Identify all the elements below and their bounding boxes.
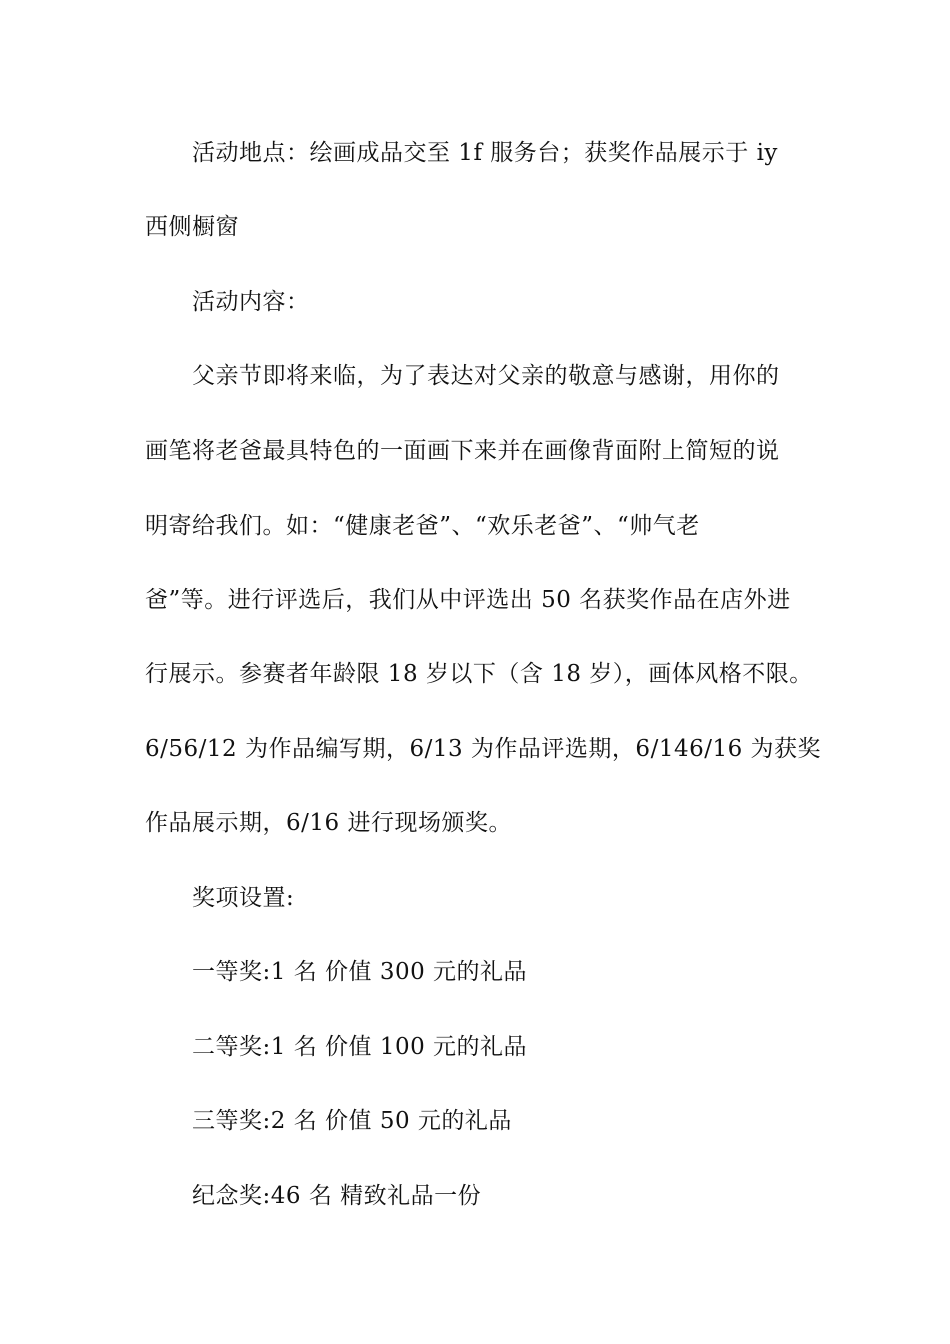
award-commemorative-prize: 纪念奖:46 名 精致礼品一份	[192, 1183, 482, 1209]
paragraph-content-line-7: 作品展示期，6/16 进行现场颁奖。	[145, 810, 512, 836]
award-second-prize: 二等奖:1 名 价值 100 元的礼品	[192, 1034, 528, 1060]
paragraph-content-line-1: 父亲节即将来临，为了表达对父亲的敬意与感谢，用你的	[192, 363, 780, 389]
award-first-prize: 一等奖:1 名 价值 300 元的礼品	[192, 959, 528, 985]
paragraph-location-line-2: 西侧橱窗	[145, 214, 239, 240]
section-heading-content: 活动内容：	[192, 289, 310, 315]
section-heading-awards: 奖项设置:	[192, 885, 295, 911]
paragraph-content-line-2: 画笔将老爸最具特色的一面画下来并在画像背面附上简短的说	[145, 438, 780, 464]
award-third-prize: 三等奖:2 名 价值 50 元的礼品	[192, 1108, 512, 1134]
paragraph-location-line-1: 活动地点：绘画成品交至 1f 服务台；获奖作品展示于 iy	[192, 140, 778, 166]
paragraph-content-line-3: 明寄给我们。如：“健康老爸”、“欢乐老爸”、“帅气老	[145, 513, 700, 539]
paragraph-content-line-6: 6/56/12 为作品编写期，6/13 为作品评选期，6/146/16 为获奖	[145, 736, 822, 762]
paragraph-content-line-5: 行展示。参赛者年龄限 18 岁以下（含 18 岁），画体风格不限。	[145, 661, 813, 687]
paragraph-content-line-4: 爸”等。进行评选后，我们从中评选出 50 名获奖作品在店外进	[145, 587, 791, 613]
